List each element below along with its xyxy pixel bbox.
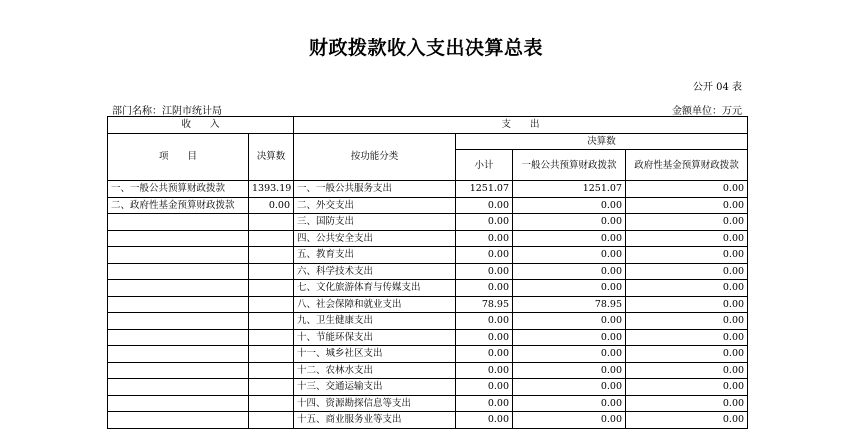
expenditure-category: 一、一般公共服务支出: [294, 181, 456, 198]
income-item-empty: [108, 230, 249, 247]
expenditure-category: 十三、交通运输支出: [294, 379, 456, 396]
income-amount-empty: [249, 395, 294, 412]
income-item: 一、一般公共预算财政拨款: [108, 181, 249, 198]
expenditure-subtotal: 78.95: [456, 296, 513, 313]
header-fund-budget: 政府性基金预算财政拨款: [626, 150, 748, 181]
income-amount-empty: [249, 280, 294, 297]
expenditure-general-budget: 0.00: [513, 247, 626, 264]
expenditure-fund-budget: 0.00: [626, 197, 748, 214]
table-row: [108, 280, 748, 297]
expenditure-subtotal: 1251.07: [456, 181, 513, 198]
expenditure-subtotal: 0.00: [456, 346, 513, 363]
expenditure-general-budget: 0.00: [513, 313, 626, 330]
table-row: [108, 230, 748, 247]
income-item-empty: [108, 296, 249, 313]
expenditure-general-budget: 78.95: [513, 296, 626, 313]
income-amount-empty: [249, 362, 294, 379]
income-amount-empty: [249, 214, 294, 231]
income-amount-empty: [249, 230, 294, 247]
income-amount-empty: [249, 313, 294, 330]
expenditure-fund-budget: 0.00: [626, 214, 748, 231]
header-budget-amount: 决算数: [249, 133, 294, 181]
report-title: 财政拨款收入支出决算总表: [308, 37, 543, 59]
header-general-budget: 一般公共预算财政拨款: [513, 150, 626, 181]
header-income: 收 入: [108, 117, 294, 134]
table-row: [108, 247, 748, 264]
expenditure-general-budget: 0.00: [513, 263, 626, 280]
table-row: [108, 296, 748, 313]
table-row: [108, 263, 748, 280]
table-row: [108, 197, 748, 214]
table-row: [108, 346, 748, 363]
expenditure-fund-budget: 0.00: [626, 362, 748, 379]
expenditure-general-budget: 0.00: [513, 379, 626, 396]
expenditure-general-budget: 0.00: [513, 412, 626, 429]
expenditure-subtotal: 0.00: [456, 379, 513, 396]
expenditure-general-budget: 0.00: [513, 197, 626, 214]
income-amount: 1393.19: [249, 181, 294, 198]
income-amount-empty: [249, 296, 294, 313]
expenditure-category: 十五、商业服务业等支出: [294, 412, 456, 429]
expenditure-subtotal: 0.00: [456, 247, 513, 264]
income-amount-empty: [249, 412, 294, 429]
form-code: 公开 04 表: [692, 82, 742, 93]
expenditure-category: 七、文化旅游体育与传媒支出: [294, 280, 456, 297]
expenditure-general-budget: 0.00: [513, 230, 626, 247]
expenditure-category: 二、外交支出: [294, 197, 456, 214]
expenditure-category: 十二、农林水支出: [294, 362, 456, 379]
expenditure-category: 九、卫生健康支出: [294, 313, 456, 330]
income-amount-empty: [249, 379, 294, 396]
header-subtotal: 小计: [456, 150, 513, 181]
table-row: [108, 412, 748, 429]
income-amount: 0.00: [249, 197, 294, 214]
expenditure-general-budget: 0.00: [513, 395, 626, 412]
expenditure-category: 五、教育支出: [294, 247, 456, 264]
fiscal-summary-table: [107, 116, 748, 429]
expenditure-category: 六、科学技术支出: [294, 263, 456, 280]
expenditure-category: 八、社会保障和就业支出: [294, 296, 456, 313]
expenditure-general-budget: 0.00: [513, 280, 626, 297]
expenditure-category: 十一、城乡社区支出: [294, 346, 456, 363]
expenditure-subtotal: 0.00: [456, 329, 513, 346]
income-amount-empty: [249, 329, 294, 346]
table-row: [108, 379, 748, 396]
expenditure-general-budget: 0.00: [513, 214, 626, 231]
expenditure-category: 十、节能环保支出: [294, 329, 456, 346]
income-item-empty: [108, 214, 249, 231]
income-amount-empty: [249, 346, 294, 363]
table-row: [108, 181, 748, 198]
expenditure-subtotal: 0.00: [456, 197, 513, 214]
amount-unit: 金额单位：万元: [672, 106, 742, 117]
expenditure-category: 四、公共安全支出: [294, 230, 456, 247]
expenditure-subtotal: 0.00: [456, 230, 513, 247]
table-row: [108, 329, 748, 346]
expenditure-general-budget: 0.00: [513, 329, 626, 346]
expenditure-fund-budget: 0.00: [626, 395, 748, 412]
income-item-empty: [108, 346, 249, 363]
expenditure-subtotal: 0.00: [456, 263, 513, 280]
income-amount-empty: [249, 247, 294, 264]
department-name: 部门名称：江阴市统计局: [112, 106, 222, 117]
income-item-empty: [108, 362, 249, 379]
expenditure-subtotal: 0.00: [456, 280, 513, 297]
income-item-empty: [108, 329, 249, 346]
header-expenditure: 支 出: [294, 117, 748, 134]
income-item-empty: [108, 263, 249, 280]
expenditure-subtotal: 0.00: [456, 362, 513, 379]
expenditure-category: 十四、资源勘探信息等支出: [294, 395, 456, 412]
expenditure-fund-budget: 0.00: [626, 230, 748, 247]
income-item-empty: [108, 247, 249, 264]
expenditure-fund-budget: 0.00: [626, 296, 748, 313]
income-amount-empty: [249, 263, 294, 280]
expenditure-fund-budget: 0.00: [626, 412, 748, 429]
expenditure-category: 三、国防支出: [294, 214, 456, 231]
table-row: [108, 214, 748, 231]
table-row: [108, 362, 748, 379]
income-item-empty: [108, 379, 249, 396]
expenditure-fund-budget: 0.00: [626, 247, 748, 264]
expenditure-fund-budget: 0.00: [626, 313, 748, 330]
expenditure-general-budget: 0.00: [513, 346, 626, 363]
expenditure-subtotal: 0.00: [456, 412, 513, 429]
expenditure-fund-budget: 0.00: [626, 379, 748, 396]
income-item-empty: [108, 412, 249, 429]
expenditure-fund-budget: 0.00: [626, 346, 748, 363]
table-row: [108, 313, 748, 330]
expenditure-general-budget: 1251.07: [513, 181, 626, 198]
income-item: 二、政府性基金预算财政拨款: [108, 197, 249, 214]
header-item: 项 目: [108, 133, 249, 181]
header-by-function: 按功能分类: [294, 133, 456, 181]
expenditure-subtotal: 0.00: [456, 313, 513, 330]
expenditure-fund-budget: 0.00: [626, 263, 748, 280]
income-item-empty: [108, 313, 249, 330]
expenditure-fund-budget: 0.00: [626, 280, 748, 297]
income-item-empty: [108, 280, 249, 297]
table-row: [108, 395, 748, 412]
expenditure-subtotal: 0.00: [456, 395, 513, 412]
income-item-empty: [108, 395, 249, 412]
expenditure-fund-budget: 0.00: [626, 329, 748, 346]
header-final-amount: 决算数: [456, 133, 748, 150]
expenditure-subtotal: 0.00: [456, 214, 513, 231]
expenditure-fund-budget: 0.00: [626, 181, 748, 198]
expenditure-general-budget: 0.00: [513, 362, 626, 379]
